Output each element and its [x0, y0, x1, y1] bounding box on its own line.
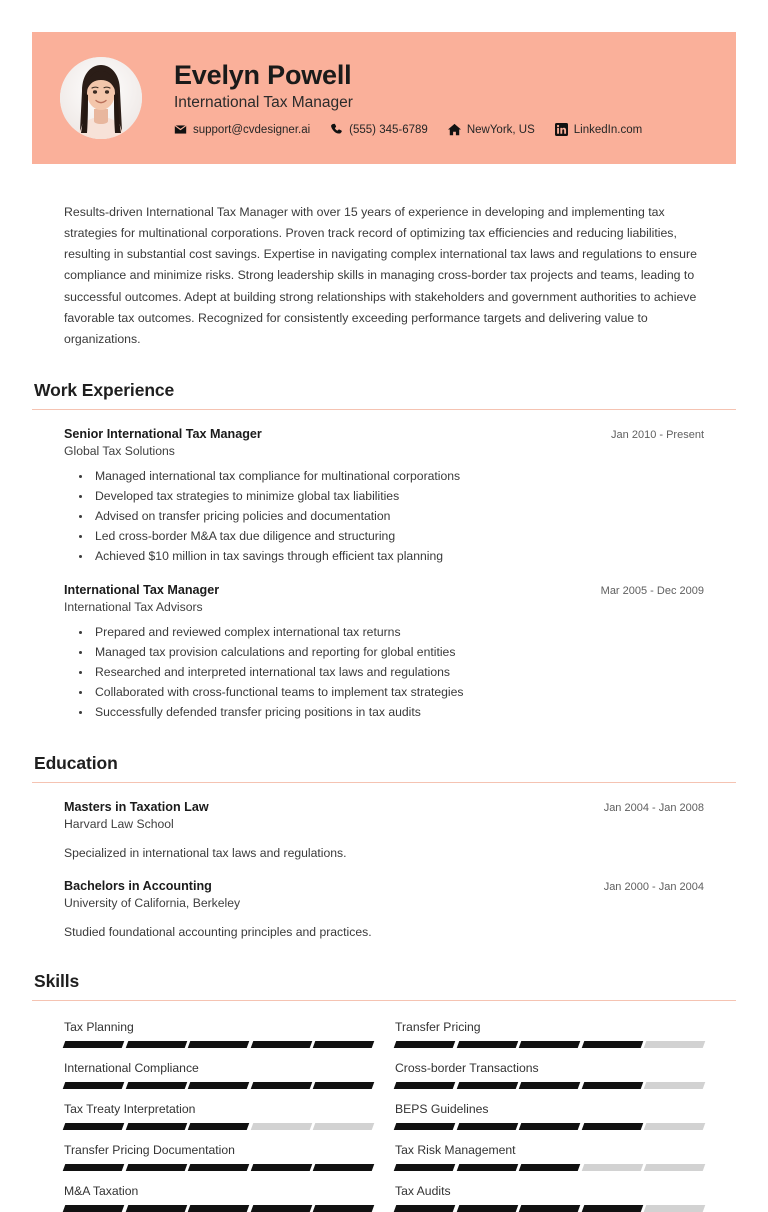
skill-level-segment: [251, 1205, 312, 1212]
skill-level-segment: [644, 1164, 705, 1171]
list-item: • Collaborated with cross-functional teams to implement tax strategies: [92, 683, 704, 703]
skill-level-bar: [395, 1123, 704, 1130]
contact-phone-label: (555) 345-6789: [349, 123, 428, 136]
skill-level-segment: [125, 1082, 186, 1089]
skill-level-segment: [456, 1041, 517, 1048]
skill-item: [395, 1007, 704, 1048]
section-title-education: Education: [34, 752, 118, 773]
skill-level-segment: [519, 1123, 580, 1130]
skill-level-bar: [64, 1164, 373, 1171]
resume-header: [32, 32, 736, 164]
skill-item: [395, 1171, 704, 1212]
skill-item: [395, 1048, 704, 1089]
skill-level-segment: [456, 1123, 517, 1130]
skill-level-bar: [64, 1123, 373, 1130]
work-entry-title: Senior International Tax Manager: [64, 426, 262, 441]
skill-level-segment: [188, 1205, 249, 1212]
skill-level-segment: [313, 1082, 374, 1089]
contact-location[interactable]: [448, 123, 535, 136]
list-item: • Prepared and reviewed complex international tax returns: [92, 623, 704, 643]
skill-name: Transfer Pricing: [395, 1020, 481, 1035]
list-item: • Led cross-border M&A tax due diligence and structuring: [92, 527, 704, 547]
skill-item: [64, 1171, 373, 1212]
skill-name: Tax Treaty Interpretation: [64, 1102, 196, 1117]
education-entry-date: Jan 2000 - Jan 2004: [603, 881, 704, 894]
skill-level-segment: [313, 1164, 374, 1171]
envelope-icon: [174, 123, 187, 136]
skill-item: [64, 1089, 373, 1130]
phone-icon: [330, 123, 343, 136]
education-entries: [32, 800, 736, 942]
skill-level-segment: [456, 1164, 517, 1171]
skill-level-segment: [644, 1041, 705, 1048]
work-entry: [64, 427, 704, 566]
skill-level-segment: [63, 1205, 124, 1212]
education-entry: [64, 800, 704, 862]
work-entry-date: Jan 2010 - Present: [611, 428, 704, 441]
list-item: • Managed tax provision calculations and reporting for global entities: [92, 643, 704, 663]
skill-item: [64, 1007, 373, 1048]
skill-level-segment: [125, 1205, 186, 1212]
skill-level-segment: [394, 1123, 455, 1130]
skill-item: [395, 1130, 704, 1171]
skill-level-segment: [63, 1041, 124, 1048]
page-title: Evelyn Powell: [174, 59, 352, 90]
skill-name: Tax Risk Management: [395, 1143, 516, 1158]
skill-name: BEPS Guidelines: [395, 1102, 489, 1117]
skill-name: International Compliance: [64, 1061, 199, 1076]
education-entry-date: Jan 2004 - Jan 2008: [603, 801, 704, 814]
skill-level-segment: [644, 1205, 705, 1212]
contact-linkedin-label: LinkedIn.com: [573, 123, 643, 136]
linkedin-icon: [555, 123, 568, 136]
skill-level-segment: [251, 1082, 312, 1089]
skill-level-segment: [63, 1082, 124, 1089]
work-entry: [64, 583, 704, 722]
education-entry-title: Masters in Taxation Law: [64, 799, 209, 814]
list-item: • Managed international tax compliance for multinational corporations: [92, 467, 704, 487]
skill-level-segment: [519, 1082, 580, 1089]
skill-level-segment: [582, 1164, 643, 1171]
skill-level-segment: [188, 1123, 249, 1130]
education-entry-description: Studied foundational accounting principles and practices.: [64, 925, 372, 940]
section-divider: [32, 1000, 736, 1001]
skill-name: Transfer Pricing Documentation: [64, 1143, 235, 1158]
skill-level-bar: [395, 1205, 704, 1212]
work-entry-org: Global Tax Solutions: [64, 443, 175, 458]
skill-level-segment: [394, 1041, 455, 1048]
section-title-work: Work Experience: [34, 379, 175, 400]
skill-item: [64, 1130, 373, 1171]
skill-level-segment: [251, 1164, 312, 1171]
home-icon: [448, 123, 461, 136]
skill-level-segment: [644, 1082, 705, 1089]
work-entry-title: International Tax Manager: [64, 583, 220, 598]
skill-level-bar: [395, 1082, 704, 1089]
skill-level-segment: [644, 1123, 705, 1130]
work-entry-org: International Tax Advisors: [64, 600, 203, 615]
skill-level-segment: [125, 1041, 186, 1048]
skill-level-segment: [63, 1164, 124, 1171]
job-title: International Tax Manager: [174, 93, 353, 111]
list-item: • Successfully defended transfer pricing positions in tax audits: [92, 703, 704, 723]
skill-level-segment: [313, 1041, 374, 1048]
skill-level-segment: [456, 1205, 517, 1212]
skill-level-segment: [394, 1164, 455, 1171]
skill-level-segment: [313, 1205, 374, 1212]
skill-level-segment: [519, 1205, 580, 1212]
contact-email[interactable]: [174, 123, 310, 136]
list-item: • Achieved $10 million in tax savings through efficient tax planning: [92, 547, 704, 567]
skill-level-segment: [394, 1082, 455, 1089]
work-entries: [32, 427, 736, 723]
skill-level-segment: [125, 1123, 186, 1130]
education-entry-description: Specialized in international tax laws and regulations.: [64, 845, 347, 860]
professional-summary: Results-driven International Tax Manager with over 15 years of experience in developing and implementing tax strategies for multinational corporations. Proven track record of optimizing tax efficiencies and reducing liabilities, resulting in substantial cost savings. Expertise in navigating complex international tax laws and regulations to ensure compliance and minimize risks. Strong leadership skills in managing cross-border tax projects and teams, leading to successful outcomes. Adept at building strong relationships with stakeholders and government authorities to achieve favorable tax outcomes. Recognized for consistently exceeding performance targets and delivering value to organizations.: [64, 205, 697, 346]
contact-phone[interactable]: [330, 123, 428, 136]
work-entry-head: [64, 427, 704, 441]
work-entry-date: Mar 2005 - Dec 2009: [600, 585, 704, 598]
skill-name: Tax Planning: [64, 1020, 134, 1035]
education-entry: [64, 879, 704, 941]
section-work-experience: [32, 380, 736, 723]
work-entry-bullets: [64, 623, 704, 722]
list-item: • Developed tax strategies to minimize global tax liabilities: [92, 487, 704, 507]
section-skills: [32, 971, 736, 1212]
skill-level-segment: [582, 1082, 643, 1089]
skill-level-segment: [519, 1041, 580, 1048]
skill-level-segment: [582, 1041, 643, 1048]
skill-level-segment: [188, 1164, 249, 1171]
skill-level-bar: [64, 1041, 373, 1048]
header-text: [174, 60, 642, 137]
skill-item: [64, 1048, 373, 1089]
avatar: [60, 57, 142, 139]
contact-email-label: support@cvdesigner.ai: [193, 123, 311, 136]
section-divider: [32, 782, 736, 783]
skill-level-segment: [251, 1041, 312, 1048]
skill-level-segment: [456, 1082, 517, 1089]
contact-location-label: NewYork, US: [466, 123, 535, 136]
list-item: • Advised on transfer pricing policies and documentation: [92, 507, 704, 527]
skill-level-segment: [313, 1123, 374, 1130]
skill-name: Tax Audits: [395, 1184, 451, 1199]
education-entry-org: Harvard Law School: [64, 816, 174, 831]
skill-level-bar: [395, 1164, 704, 1171]
skill-level-segment: [251, 1123, 312, 1130]
contact-list: [174, 123, 642, 136]
list-item: • Researched and interpreted international tax laws and regulations: [92, 663, 704, 683]
skill-level-segment: [125, 1164, 186, 1171]
skill-name: Cross-border Transactions: [395, 1061, 539, 1076]
education-entry-head: [64, 800, 704, 814]
education-entry-title: Bachelors in Accounting: [64, 879, 212, 894]
section-title-skills: Skills: [34, 971, 80, 992]
work-entry-bullets: [64, 467, 704, 566]
skill-level-bar: [64, 1205, 373, 1212]
skill-level-segment: [519, 1164, 580, 1171]
skill-level-segment: [188, 1041, 249, 1048]
skill-level-segment: [582, 1123, 643, 1130]
skill-level-segment: [582, 1205, 643, 1212]
skill-level-segment: [188, 1082, 249, 1089]
skill-level-segment: [63, 1123, 124, 1130]
skills-grid: [32, 1007, 736, 1212]
education-entry-head: [64, 879, 704, 893]
skill-level-bar: [395, 1041, 704, 1048]
skill-name: M&A Taxation: [64, 1184, 139, 1199]
section-divider: [32, 409, 736, 410]
skill-item: [395, 1089, 704, 1130]
section-education: [32, 753, 736, 942]
education-entry-org: University of California, Berkeley: [64, 896, 241, 911]
skill-level-bar: [64, 1082, 373, 1089]
skill-level-segment: [394, 1205, 455, 1212]
contact-linkedin[interactable]: [555, 123, 642, 136]
work-entry-head: [64, 583, 704, 597]
